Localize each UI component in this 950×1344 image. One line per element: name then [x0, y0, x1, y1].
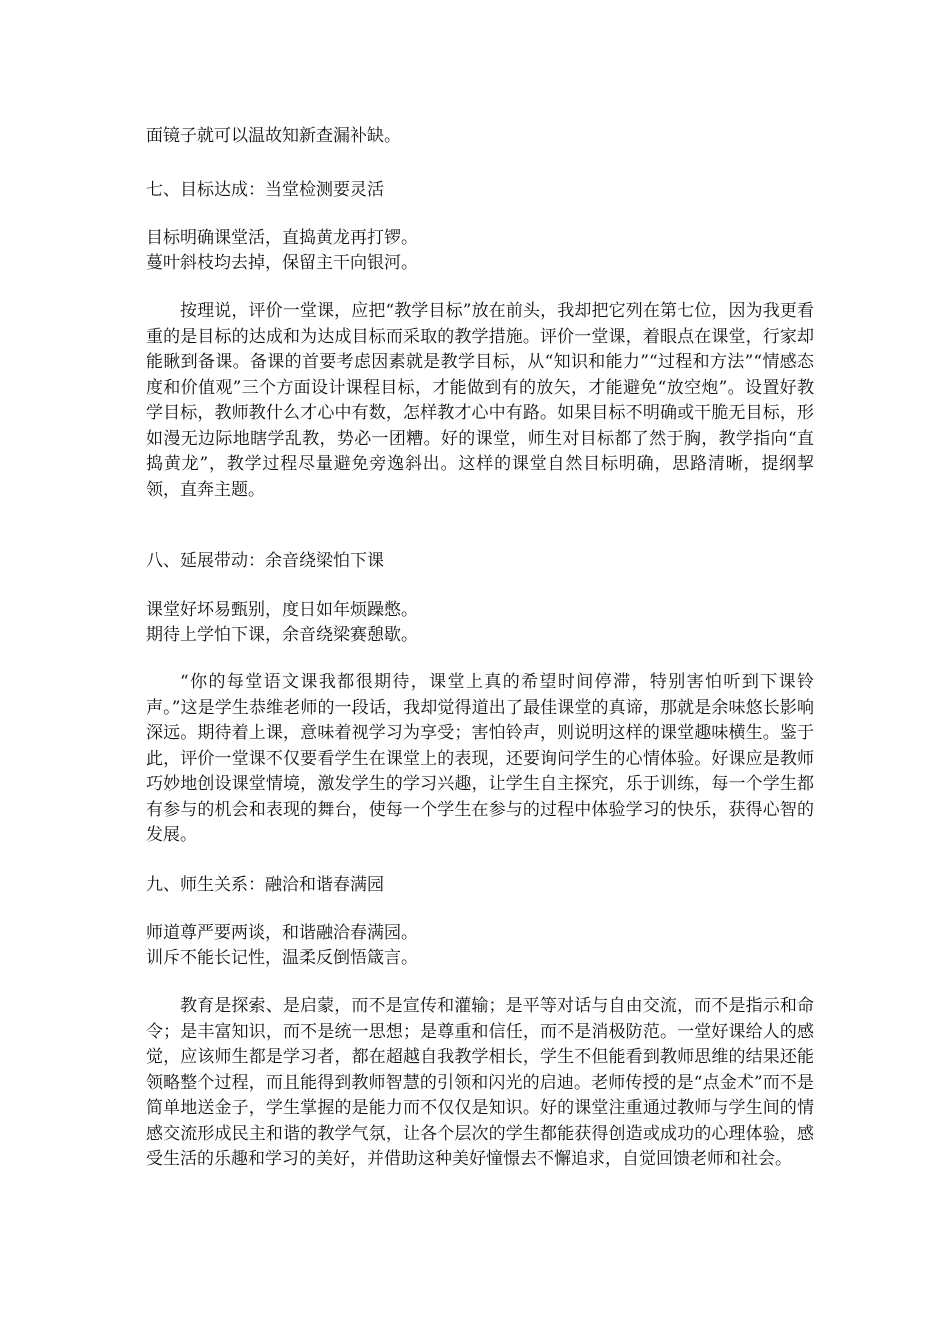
section-heading: 九、师生关系：融洽和谐春满园	[146, 875, 384, 895]
section-paragraph: 按理说，评价一堂课，应把“教学目标”放在前头，我却把它列在第七位，因为我更看重的是目标的达成和为达成目标而采取的教学措施。评价一堂课，着眼点在课堂，行家却能瞅到备课。备课的首要考虑因素就是教学目标，从“知识和能力”“过程和方法”“情感态度和价值观”三个方面设计课程目标，才能做到有的放矢，才能避免“放空炮”。设置好教学目标，教师教什么才心中有数，怎样教才心中有路。如果目标不明确或干脆无目标，形如漫无边际地瞎学乱教，势必一团糟。好的课堂，师生对目标都了然于胸，教学指向“直捣黄龙”，教学过程尽量避免旁逸斜出。这样的课堂自然目标明确，思路清晰，提纲挈领，直奔主题。	[146, 301, 814, 500]
poem-line: 期待上学怕下课，余音绕梁赛憩歇。	[146, 625, 418, 645]
poem-line: 目标明确课堂活，直捣黄龙再打锣。	[146, 228, 418, 248]
poem-line: 师道尊严要两谈，和谐融洽春满园。	[146, 923, 418, 943]
section-poem	[146, 921, 418, 971]
section-poem	[146, 226, 418, 276]
section-poem	[146, 598, 418, 648]
poem-line: 训斥不能长记性，温柔反倒悟箴言。	[146, 948, 418, 968]
section-paragraph: “你的每堂语文课我都很期待，课堂上真的希望时间停滞，特别害怕听到下课铃声。”这是学生恭维老师的一段话，我却觉得道出了最佳课堂的真谛，那就是余味悠长影响深远。期待着上课，意味着视学习为享受；害怕铃声，则说明这样的课堂趣味横生。鉴于此，评价一堂课不仅要看学生在课堂上的表现，还要询问学生的心情体验。好课应是教师巧妙地创设课堂情境，激发学生的学习兴趣，让学生自主探究，乐于训练，每一个学生都有参与的机会和表现的舞台，使每一个学生在参与的过程中体验学习的快乐，获得心智的发展。	[146, 672, 814, 845]
poem-line: 课堂好坏易甄别，度日如年烦躁憋。	[146, 600, 418, 620]
intro-tail-line: 面镜子就可以温故知新查漏补缺。	[146, 126, 401, 146]
section-heading: 七、目标达成：当堂检测要灵活	[146, 180, 384, 200]
section-paragraph: 教育是探索、是启蒙，而不是宣传和灌输；是平等对话与自由交流，而不是指示和命令；是丰富知识，而不是统一思想；是尊重和信任，而不是消极防范。一堂好课给人的感觉，应该师生都是学习者，都在超越自我教学相长，学生不但能看到教师思维的结果还能领略整个过程，而且能得到教师智慧的引领和闪光的启迪。老师传授的是“点金术”而不是简单地送金子，学生掌握的是能力而不仅仅是知识。好的课堂注重通过教师与学生间的情感交流形成民主和谐的教学气氛，让各个层次的学生都能获得创造或成功的心理体验，感受生活的乐趣和学习的美好，并借助这种美好憧憬去不懈追求，自觉回馈老师和社会。	[146, 996, 814, 1169]
poem-line: 蔓叶斜枝均去掉，保留主干向银河。	[146, 253, 418, 273]
section-heading: 八、延展带动：余音绕梁怕下课	[146, 551, 384, 571]
